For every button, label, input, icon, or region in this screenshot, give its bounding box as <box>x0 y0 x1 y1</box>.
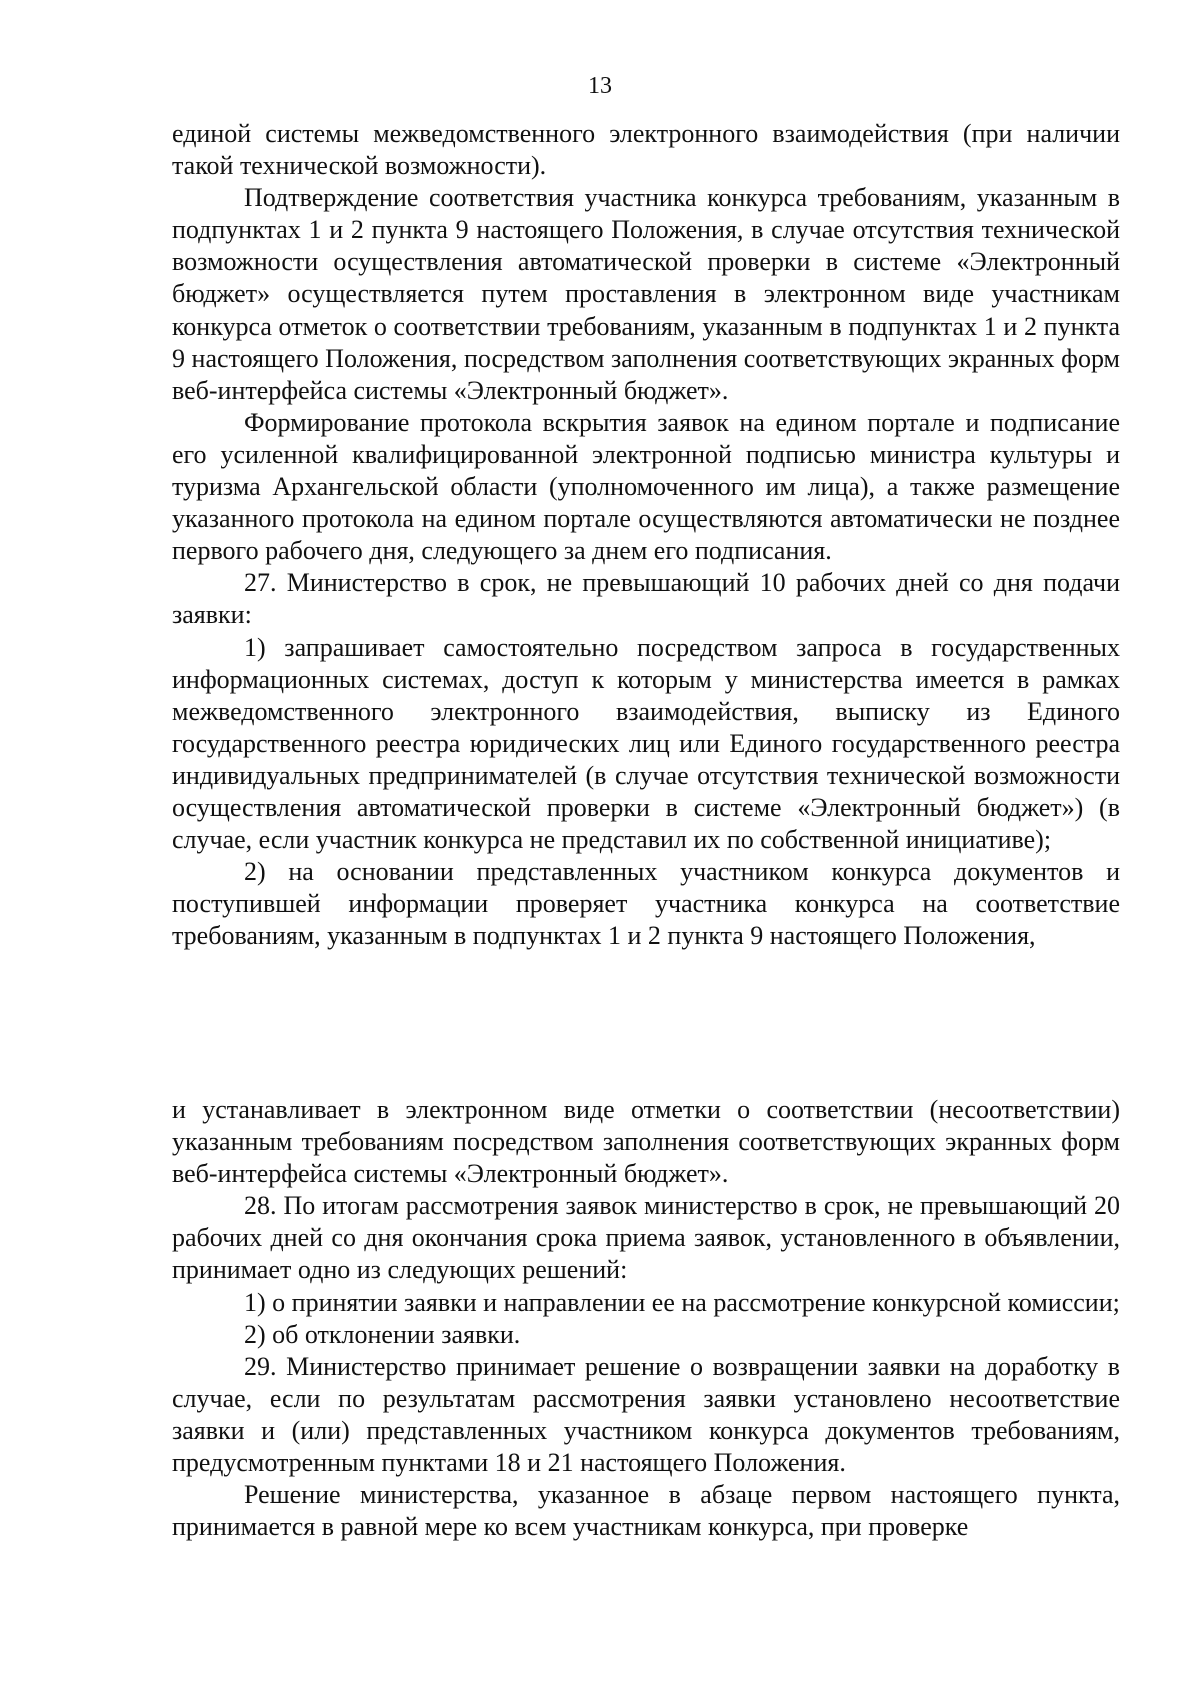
paragraph-confirmation: Подтверждение соответствия участника конкурса требованиям, указанным в подпунктах 1 и 2 пункта 9 настоящего Положения, в случае отсутствия технической возможности осуществления автоматической проверки в системе «Электронный бюджет» осуществляется путем проставления в электронном виде участникам конкурса отметок о соответствии требованиям, указанным в подпунктах 1 и 2 пункта 9 настоящего Положения, посредством заполнения соответствующих экранных форм веб-интерфейса системы «Электронный бюджет». <box>172 183 1120 405</box>
paragraph-subitem-27-2: 2) на основании представленных участником конкурса документов и поступившей информации проверяет участника конкурса на соответствие требованиям, указанным в подпунктах 1 и 2 пункта 9 настоящего Положения, <box>172 857 1120 951</box>
paragraph-item-27: 27. Министерство в срок, не превышающий 10 рабочих дней со дня подачи заявки: <box>172 568 1120 630</box>
text-block-top <box>172 118 1120 952</box>
paragraph-subitem-28-1: 1) о принятии заявки и направлении ее на рассмотрение конкурсной комиссии; <box>244 1287 1120 1317</box>
page-number: 13 <box>588 73 612 99</box>
paragraph-protocol: Формирование протокола вскрытия заявок на едином портале и подписание его усиленной квалифицированной электронной подписью министра культуры и туризма Архангельской области (уполномоченного им лица), а также размещение указанного протокола на едином портале осуществляются автоматически не позднее первого рабочего дня, следующего за днем его подписания. <box>172 407 1120 566</box>
paragraph-item-29: 29. Министерство принимает решение о возвращении заявки на доработку в случае, если по результатам рассмотрения заявки установлено несоответствие заявки и (или) представленных участником конкурса документов требованиям, предусмотренным пунктами 18 и 21 настоящего Положения. <box>172 1351 1120 1478</box>
text-block-bottom <box>172 1094 1120 1543</box>
paragraph-subitem-27-1: 1) запрашивает самостоятельно посредством запроса в государственных информационных системах, доступ к которым у министерства имеется в рамках межведомственного электронного взаимодействия, выписку из Единого государственного реестра юридических лиц или Единого государственного реестра индивидуальных предпринимателей (в случае отсутствия технической возможности осуществления автоматической проверки в системе «Электронный бюджет») (в случае, если участник конкурса не представил их по собственной инициативе); <box>172 632 1120 855</box>
paragraph-subitem-28-2: 2) об отклонении заявки. <box>244 1319 521 1349</box>
paragraph-subitem-27-2-continuation: и устанавливает в электронном виде отметки о соответствии (несоответствии) указанным требованиям посредством заполнения соответствующих экранных форм веб-интерфейса системы «Электронный бюджет». <box>172 1095 1120 1189</box>
paragraph-item-29-decision: Решение министерства, указанное в абзаце первом настоящего пункта, принимается в равной мере ко всем участникам конкурса, при проверке <box>172 1480 1120 1542</box>
paragraph-continuation: единой системы межведомственного электронного взаимодействия (при наличии такой технической возможности). <box>172 119 1120 181</box>
paragraph-item-28: 28. По итогам рассмотрения заявок министерство в срок, не превышающий 20 рабочих дней со дня окончания срока приема заявок, установленного в объявлении, принимает одно из следующих решений: <box>172 1191 1120 1285</box>
